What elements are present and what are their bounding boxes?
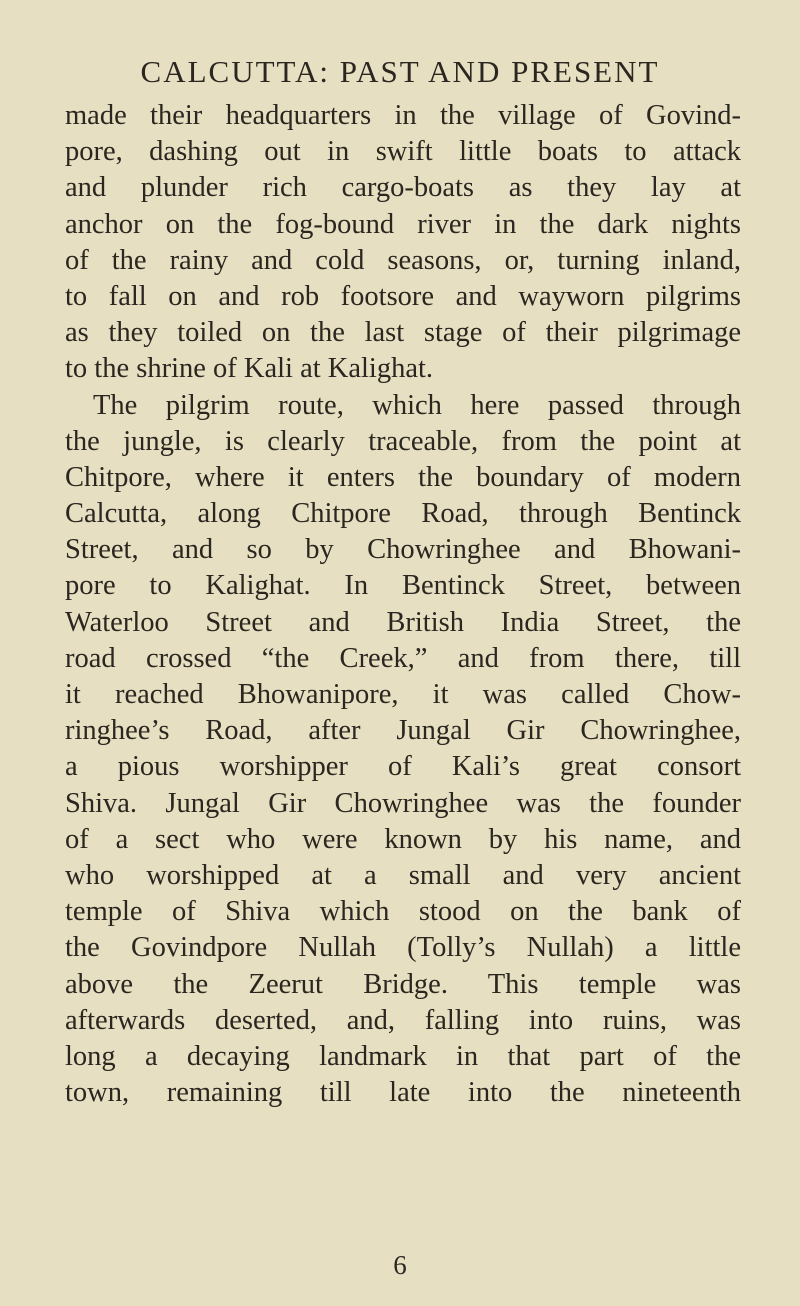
- text-line: ringhee’s Road, after Jungal Gir Chowringhee,: [65, 715, 741, 747]
- text-line: to fall on and rob footsore and wayworn pilgrims: [65, 280, 741, 312]
- text-line: anchor on the fog-bound river in the dark nights: [65, 208, 741, 240]
- text-line: the Govindpore Nullah (Tolly’s Nullah) a little: [65, 932, 741, 964]
- text-line: The pilgrim route, which here passed through: [93, 389, 741, 421]
- text-line: temple of Shiva which stood on the bank of: [65, 896, 741, 928]
- text-line: a pious worshipper of Kali’s great consort: [65, 751, 741, 783]
- text-line: made their headquarters in the village of Govind-: [65, 100, 741, 131]
- text-line: of a sect who were known by his name, and: [65, 823, 741, 855]
- text-line: it reached Bhowanipore, it was called Chow-: [65, 679, 741, 710]
- text-line: above the Zeerut Bridge. This temple was: [65, 968, 741, 1000]
- text-line: to the shrine of Kali at Kalighat.: [65, 353, 434, 385]
- text-line: Calcutta, along Chitpore Road, through Bentinck: [65, 498, 741, 530]
- text-line: long a decaying landmark in that part of the: [65, 1040, 741, 1072]
- text-line: afterwards deserted, and, falling into ruins, was: [65, 1004, 741, 1036]
- text-line: the jungle, is clearly traceable, from the point at: [65, 425, 741, 457]
- text-line: town, remaining till late into the nineteenth: [65, 1077, 741, 1109]
- text-line: Street, and so by Chowringhee and Bhowani-: [65, 534, 741, 566]
- body-text: [65, 98, 741, 1111]
- text-line: road crossed “the Creek,” and from there, till: [65, 642, 741, 674]
- running-head: CALCUTTA: PAST AND PRESENT: [140, 54, 660, 89]
- text-line: Chitpore, where it enters the boundary of modern: [65, 461, 741, 493]
- text-line: Shiva. Jungal Gir Chowringhee was the founder: [65, 787, 741, 819]
- page-number: 6: [393, 1250, 407, 1280]
- text-line: Waterloo Street and British India Street, the: [65, 606, 741, 638]
- text-line: pore, dashing out in swift little boats to attack: [65, 136, 741, 168]
- text-line: and plunder rich cargo-boats as they lay at: [65, 172, 741, 204]
- text-line: of the rainy and cold seasons, or, turning inland,: [65, 244, 741, 276]
- text-line: pore to Kalighat. In Bentinck Street, between: [65, 570, 741, 602]
- text-line: who worshipped at a small and very ancient: [65, 859, 741, 891]
- text-line: as they toiled on the last stage of their pilgrimage: [65, 317, 741, 349]
